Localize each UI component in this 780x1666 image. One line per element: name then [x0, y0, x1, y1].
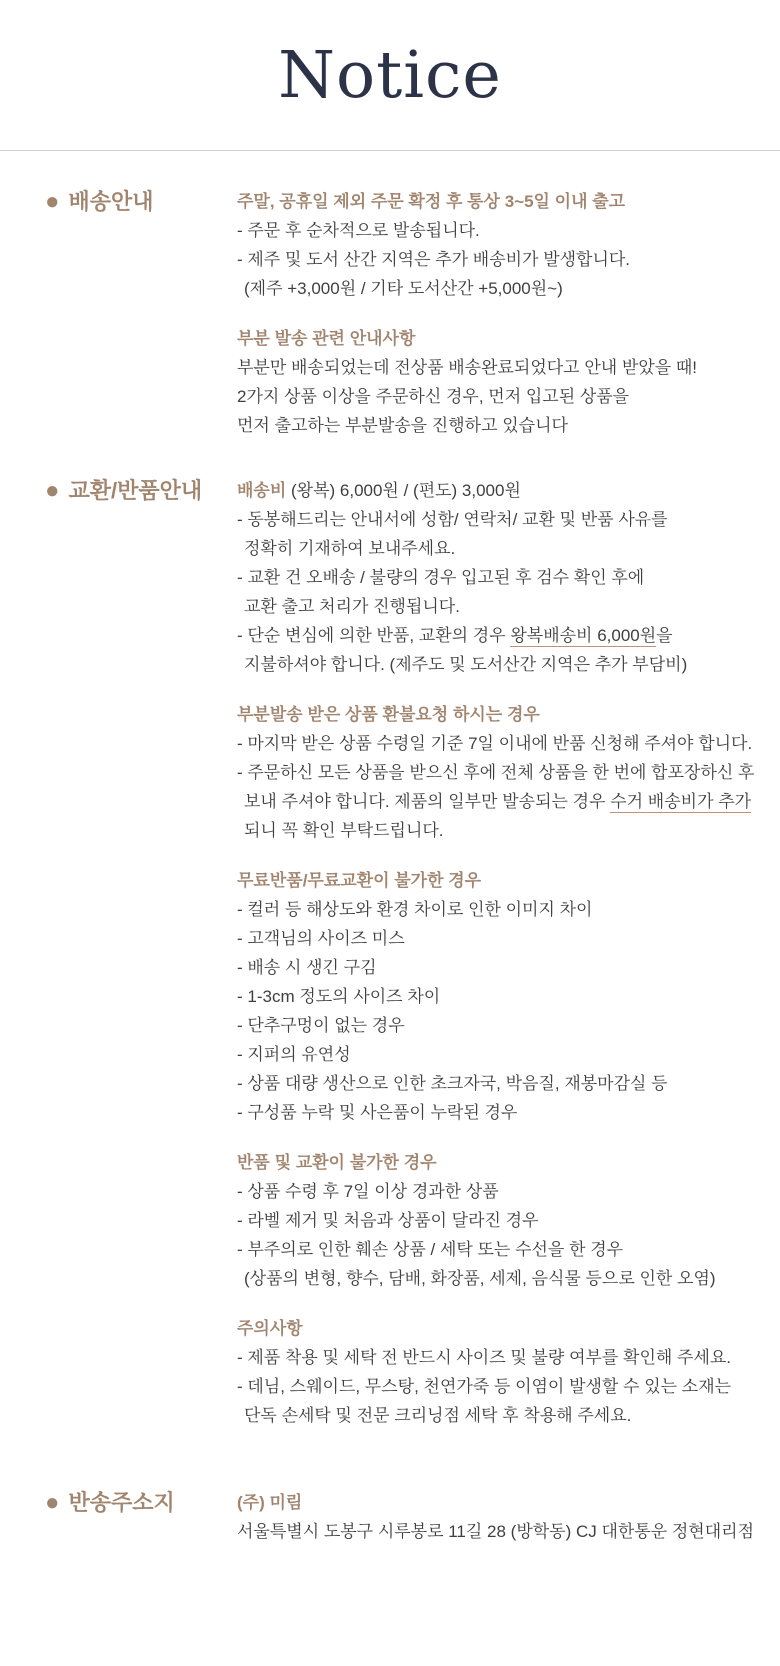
section-shipping-info: [45, 187, 780, 440]
underlined-text: 왕복배송비 6,000원: [510, 626, 657, 645]
section-label-text: 반송주소지: [68, 1490, 175, 1515]
text-line: [237, 924, 780, 953]
text-line: [237, 700, 780, 729]
text-line: [237, 1177, 780, 1206]
section-content: [237, 187, 780, 440]
text-line: [237, 592, 780, 621]
text-line: [237, 1488, 780, 1517]
text-line: [237, 1314, 780, 1343]
body-text: 부분만 배송되었는데 전상품 배송완료되었다고 안내 받았을 때!: [237, 358, 698, 377]
accent-heading-text: 반품 및 교환이 불가한 경우: [237, 1153, 437, 1172]
text-line: [237, 895, 780, 924]
body-text: - 배송 시 생긴 구김: [237, 958, 377, 977]
text-line: [237, 982, 780, 1011]
body-text: - 제주 및 도서 산간 지역은 추가 배송비가 발생합니다.: [237, 250, 631, 269]
text-line: [237, 216, 780, 245]
text-line: [237, 1098, 780, 1127]
text-line: [237, 650, 780, 679]
body-text: 지불하셔야 합니다. (제주도 및 도서산간 지역은 추가 부담비): [244, 655, 688, 674]
body-text: - 상품 수령 후 7일 이상 경과한 상품: [237, 1182, 499, 1201]
text-block: [237, 700, 780, 845]
text-line: [237, 787, 780, 816]
accent-heading-text: 부분발송 받은 상품 환불요청 하시는 경우: [237, 705, 540, 724]
body-text: - 컬러 등 해상도와 환경 차이로 인한 이미지 차이: [237, 900, 593, 919]
section-label: [45, 476, 237, 505]
text-block: [237, 1488, 780, 1546]
text-line: [237, 1148, 780, 1177]
body-text: - 단추구멍이 없는 경우: [237, 1016, 405, 1035]
accent-heading-text: 주의사항: [237, 1319, 303, 1338]
accent-heading-text: 무료반품/무료교환이 불가한 경우: [237, 871, 482, 890]
text-line: [237, 534, 780, 563]
body-text: 정확히 기재하여 보내주세요.: [244, 539, 456, 558]
text-line: [237, 866, 780, 895]
bullet-icon: ●: [45, 187, 60, 215]
text-block: [237, 1314, 780, 1430]
body-text: - 제품 착용 및 세탁 전 반드시 사이즈 및 불량 여부를 확인해 주세요.: [237, 1348, 732, 1367]
section-content: [237, 1488, 780, 1546]
text-block: [237, 187, 780, 303]
body-text: - 상품 대량 생산으로 인한 초크자국, 박음질, 재봉마감실 등: [237, 1074, 668, 1093]
section-label-text: 교환/반품안내: [68, 478, 203, 503]
body-text: 되니 꼭 확인 부탁드립니다.: [244, 821, 444, 840]
section-label: [45, 1488, 237, 1517]
body-text: 서울특별시 도봉구 시루봉로 11길 28 (방학동) CJ 대한통운 정현대리점: [237, 1522, 754, 1541]
body-text: - 지퍼의 유연성: [237, 1045, 351, 1064]
section-label-text: 배송안내: [68, 189, 154, 214]
bullet-icon: ●: [45, 1488, 60, 1516]
text-line: [237, 1517, 780, 1546]
text-block: [237, 1148, 780, 1293]
body-text: - 단순 변심에 의한 반품, 교환의 경우: [237, 626, 511, 645]
section-return-address: [45, 1488, 780, 1546]
text-line: [237, 1206, 780, 1235]
text-line: [237, 382, 780, 411]
text-line: [237, 274, 780, 303]
text-line: [237, 1235, 780, 1264]
text-line: [237, 324, 780, 353]
text-block: [237, 476, 780, 679]
text-line: [237, 953, 780, 982]
body-text: 을: [656, 626, 673, 645]
text-block: [237, 324, 780, 440]
sections: [0, 151, 780, 1546]
text-line: [237, 411, 780, 440]
text-line: [237, 758, 780, 787]
body-text: 먼저 출고하는 부분발송을 진행하고 있습니다: [237, 416, 568, 435]
text-line: [237, 1401, 780, 1430]
body-text: - 마지막 받은 상품 수령일 기준 7일 이내에 반품 신청해 주셔야 합니다.: [237, 734, 753, 753]
body-text: - 교환 건 오배송 / 불량의 경우 입고된 후 검수 확인 후에: [237, 568, 645, 587]
accent-heading-text: 부분 발송 관련 안내사항: [237, 329, 416, 348]
body-text: - 라벨 제거 및 처음과 상품이 달라진 경우: [237, 1211, 539, 1230]
body-text: - 구성품 누락 및 사은품이 누락된 경우: [237, 1103, 518, 1122]
text-line: [237, 353, 780, 382]
bullet-icon: ●: [45, 476, 60, 504]
page-title: Notice: [278, 38, 502, 113]
accent-heading-text: 배송비: [237, 481, 287, 500]
accent-heading-text: 주말, 공휴일 제외 주문 확정 후 통상 3~5일 이내 출고: [237, 192, 626, 211]
text-line: [237, 621, 780, 650]
body-text: 단독 손세탁 및 전문 크리닝점 세탁 후 착용해 주세요.: [244, 1406, 632, 1425]
body-text: - 고객님의 사이즈 미스: [237, 929, 405, 948]
body-text: - 부주의로 인한 훼손 상품 / 세탁 또는 수선을 한 경우: [237, 1240, 624, 1259]
body-text: - 주문 후 순차적으로 발송됩니다.: [237, 221, 480, 240]
text-line: [237, 729, 780, 758]
text-line: [237, 1069, 780, 1098]
body-text: - 데님, 스웨이드, 무스탕, 천연가죽 등 이염이 발생할 수 있는 소재는: [237, 1377, 732, 1396]
section-content: [237, 476, 780, 1430]
accent-heading-text: (주) 미림: [237, 1493, 303, 1512]
text-line: [237, 187, 780, 216]
text-line: [237, 816, 780, 845]
body-text: 보내 주셔야 합니다. 제품의 일부만 발송되는 경우: [244, 792, 611, 811]
underlined-text: 수거 배송비가 추가: [610, 792, 752, 811]
section-label: [45, 187, 237, 216]
body-text: 2가지 상품 이상을 주문하신 경우, 먼저 입고된 상품을: [237, 387, 630, 406]
text-line: [237, 1040, 780, 1069]
body-text: - 주문하신 모든 상품을 받으신 후에 전체 상품을 한 번에 합포장하신 후: [237, 763, 755, 782]
text-line: [237, 1264, 780, 1293]
text-line: [237, 476, 780, 505]
text-block: [237, 866, 780, 1127]
body-text: - 동봉해드리는 안내서에 성함/ 연락처/ 교환 및 반품 사유를: [237, 510, 668, 529]
text-line: [237, 1372, 780, 1401]
body-text: (제주 +3,000원 / 기타 도서산간 +5,000원~): [244, 279, 563, 298]
body-text: (상품의 변형, 향수, 담배, 화장품, 세제, 음식물 등으로 인한 오염): [244, 1269, 716, 1288]
body-text: 교환 출고 처리가 진행됩니다.: [244, 597, 460, 616]
text-line: [237, 505, 780, 534]
text-line: [237, 245, 780, 274]
text-line: [237, 1343, 780, 1372]
body-text: (왕복) 6,000원 / (편도) 3,000원: [286, 481, 521, 500]
text-line: [237, 563, 780, 592]
text-line: [237, 1011, 780, 1040]
body-text: - 1-3cm 정도의 사이즈 차이: [237, 987, 441, 1006]
section-exchange-return-info: [45, 476, 780, 1430]
